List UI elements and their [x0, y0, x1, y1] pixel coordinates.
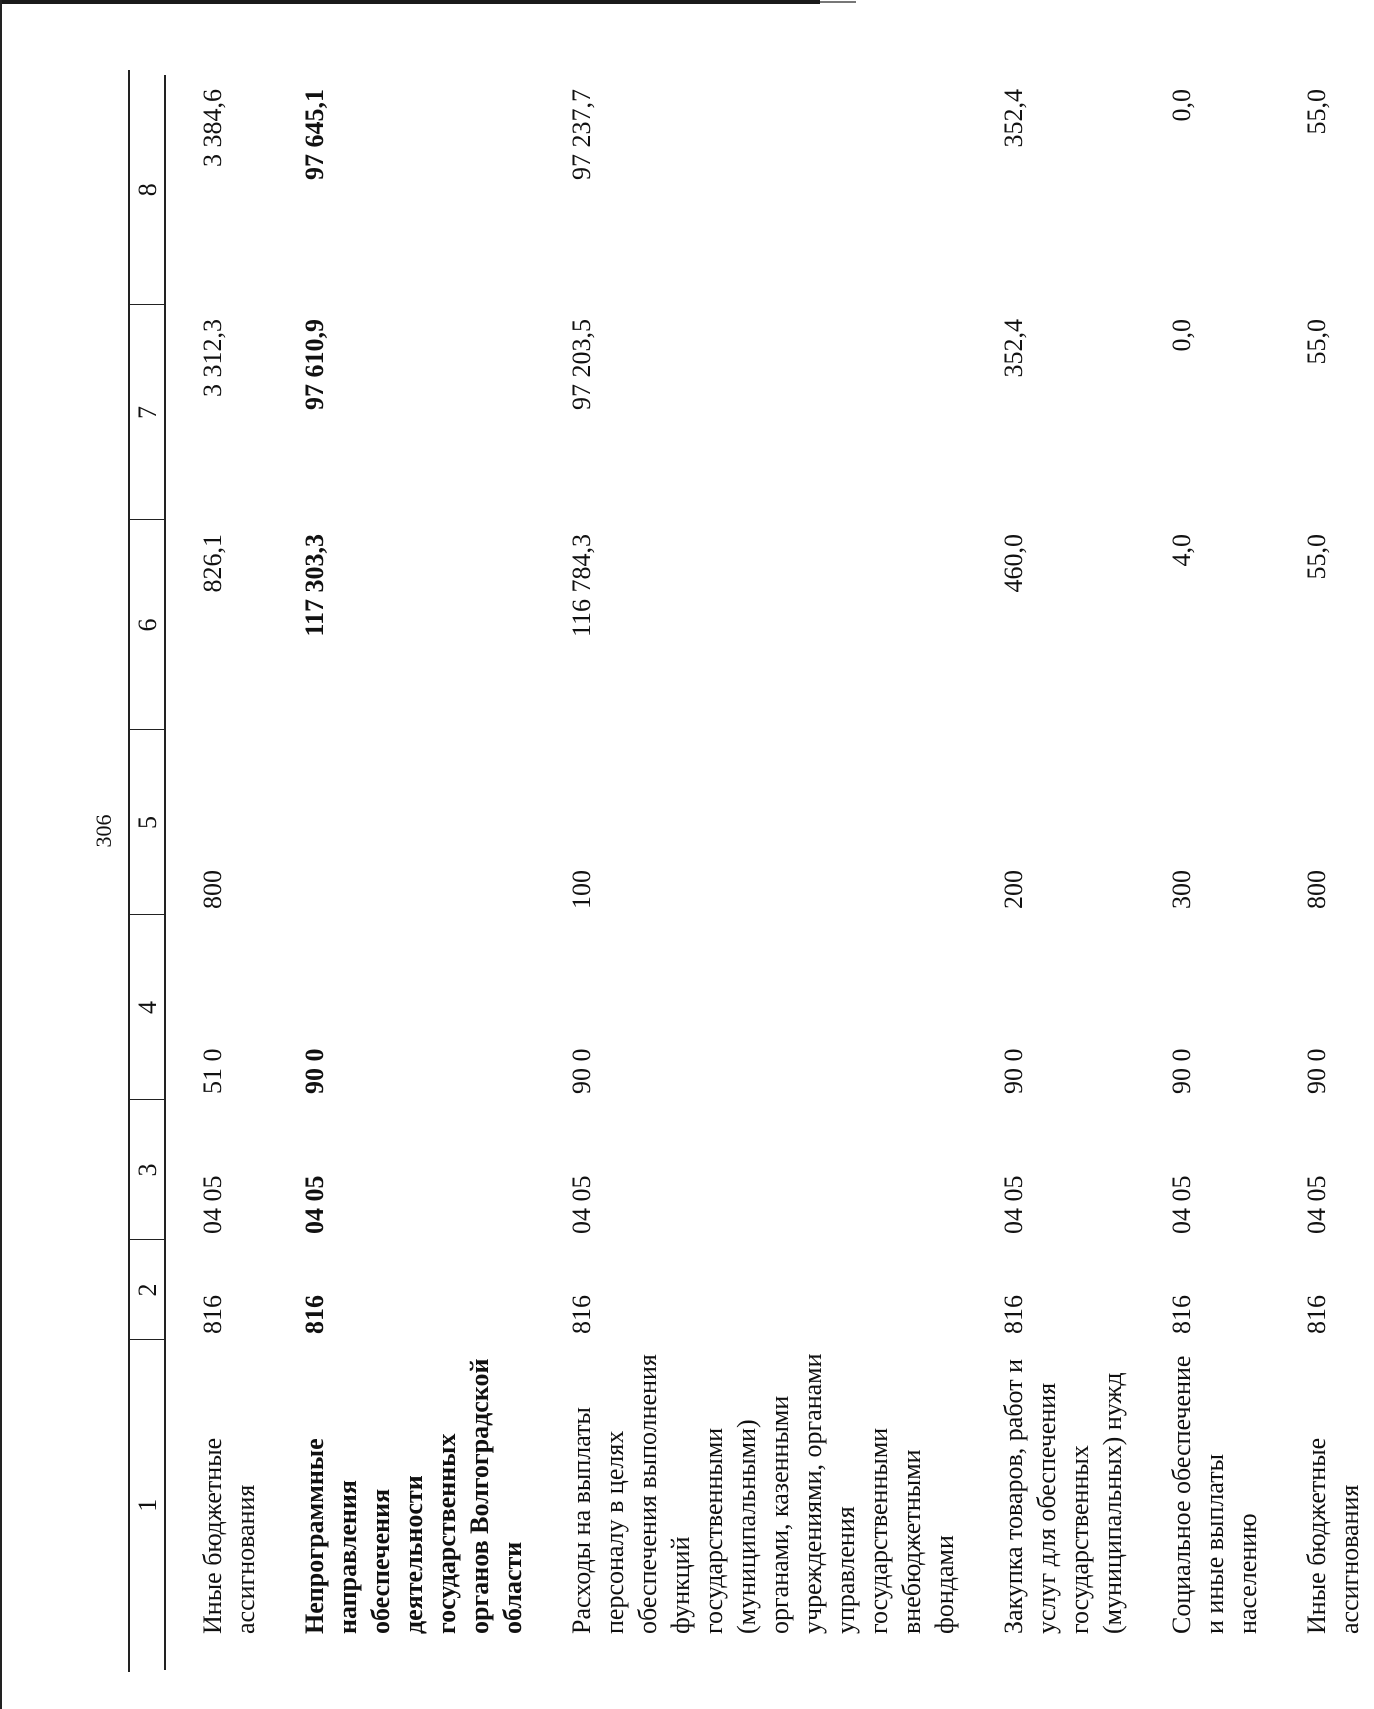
cell-col7: 0,0	[1167, 319, 1196, 352]
table-row	[270, 75, 537, 1670]
table-row	[969, 75, 1137, 1670]
scan-edge-left	[0, 0, 2, 1709]
cell-col5: 100	[567, 870, 596, 909]
cell-col6: 4,0	[1167, 534, 1196, 567]
cell-col4: 90 0	[300, 1048, 329, 1094]
scan-edge-top-fragment	[820, 1, 856, 3]
column-header: 3	[130, 1100, 165, 1240]
cell-col8: 97 237,7	[567, 89, 596, 180]
cell-col3: 04 05	[1167, 1175, 1196, 1234]
cell-col5: 200	[999, 870, 1028, 909]
cell-col8: 97 645,1	[300, 89, 329, 180]
column-header: 6	[130, 520, 165, 730]
cell-col7: 3 312,3	[198, 319, 227, 397]
table-row	[1272, 75, 1374, 1670]
row-name: Иные бюджетные ассигнования	[1302, 1437, 1364, 1634]
cell-col8: 0,0	[1167, 89, 1196, 122]
cell-col4: 51 0	[198, 1048, 227, 1094]
row-name: Иные бюджетные ассигнования	[198, 1437, 260, 1634]
cell-col2: 816	[198, 1295, 227, 1334]
column-header: 8	[130, 75, 165, 305]
budget-table	[130, 75, 1374, 1670]
cell-col6: 826,1	[198, 534, 227, 593]
cell-col7: 352,4	[999, 319, 1028, 378]
table-row	[537, 75, 969, 1670]
cell-col4: 90 0	[567, 1048, 596, 1094]
column-header: 2	[130, 1240, 165, 1340]
table-row	[165, 75, 270, 1670]
cell-col2: 816	[300, 1295, 329, 1334]
rotated-page-content	[130, 75, 1364, 1670]
cell-col7: 97 203,5	[567, 319, 596, 410]
table-header-row	[130, 75, 165, 1670]
cell-col7: 97 610,9	[300, 319, 329, 410]
row-name: Закупка товаров, работ и услуг для обеспечения государственных (муниципальных) нужд	[999, 1359, 1127, 1634]
scan-edge-top	[0, 0, 820, 4]
row-name: Расходы на выплаты персоналу в целях обеспечения выполнения функций государственными (муниципальными) органами, казенными учреждениями, органами управления государственными внебюджетными фондами	[567, 1353, 959, 1634]
row-name: Непрограммные направления обеспечения деятельности государственных органов Волгоградской области	[300, 1358, 527, 1634]
cell-col6: 117 303,3	[300, 534, 329, 637]
cell-col6: 116 784,3	[567, 534, 596, 638]
column-header: 4	[130, 915, 165, 1100]
row-name: Социальное обеспечение и иные выплаты населению	[1167, 1355, 1262, 1634]
cell-col5: 800	[198, 870, 227, 909]
cell-col2: 816	[1302, 1295, 1331, 1334]
cell-col8: 352,4	[999, 89, 1028, 148]
cell-col3: 04 05	[999, 1175, 1028, 1234]
cell-col3: 04 05	[1302, 1175, 1331, 1234]
cell-col4: 90 0	[999, 1048, 1028, 1094]
cell-col3: 04 05	[198, 1175, 227, 1234]
column-header: 1	[130, 1340, 165, 1670]
cell-col4: 90 0	[1302, 1048, 1331, 1094]
cell-col5: 800	[1302, 870, 1331, 909]
cell-col3: 04 05	[300, 1175, 329, 1234]
cell-col2: 816	[1167, 1295, 1196, 1334]
cell-col4: 90 0	[1167, 1048, 1196, 1094]
table-row	[1137, 75, 1272, 1670]
column-header: 7	[130, 305, 165, 520]
cell-col6: 460,0	[999, 534, 1028, 593]
cell-col2: 816	[567, 1295, 596, 1334]
cell-col3: 04 05	[567, 1175, 596, 1234]
cell-col7: 55,0	[1302, 319, 1331, 365]
cell-col2: 816	[999, 1295, 1028, 1334]
page-number: 306	[91, 814, 116, 848]
column-header: 5	[130, 730, 165, 915]
cell-col8: 3 384,6	[198, 89, 227, 167]
cell-col8: 55,0	[1302, 89, 1331, 135]
cell-col6: 55,0	[1302, 534, 1331, 580]
cell-col5: 300	[1167, 870, 1196, 909]
cell-col5	[270, 730, 537, 915]
